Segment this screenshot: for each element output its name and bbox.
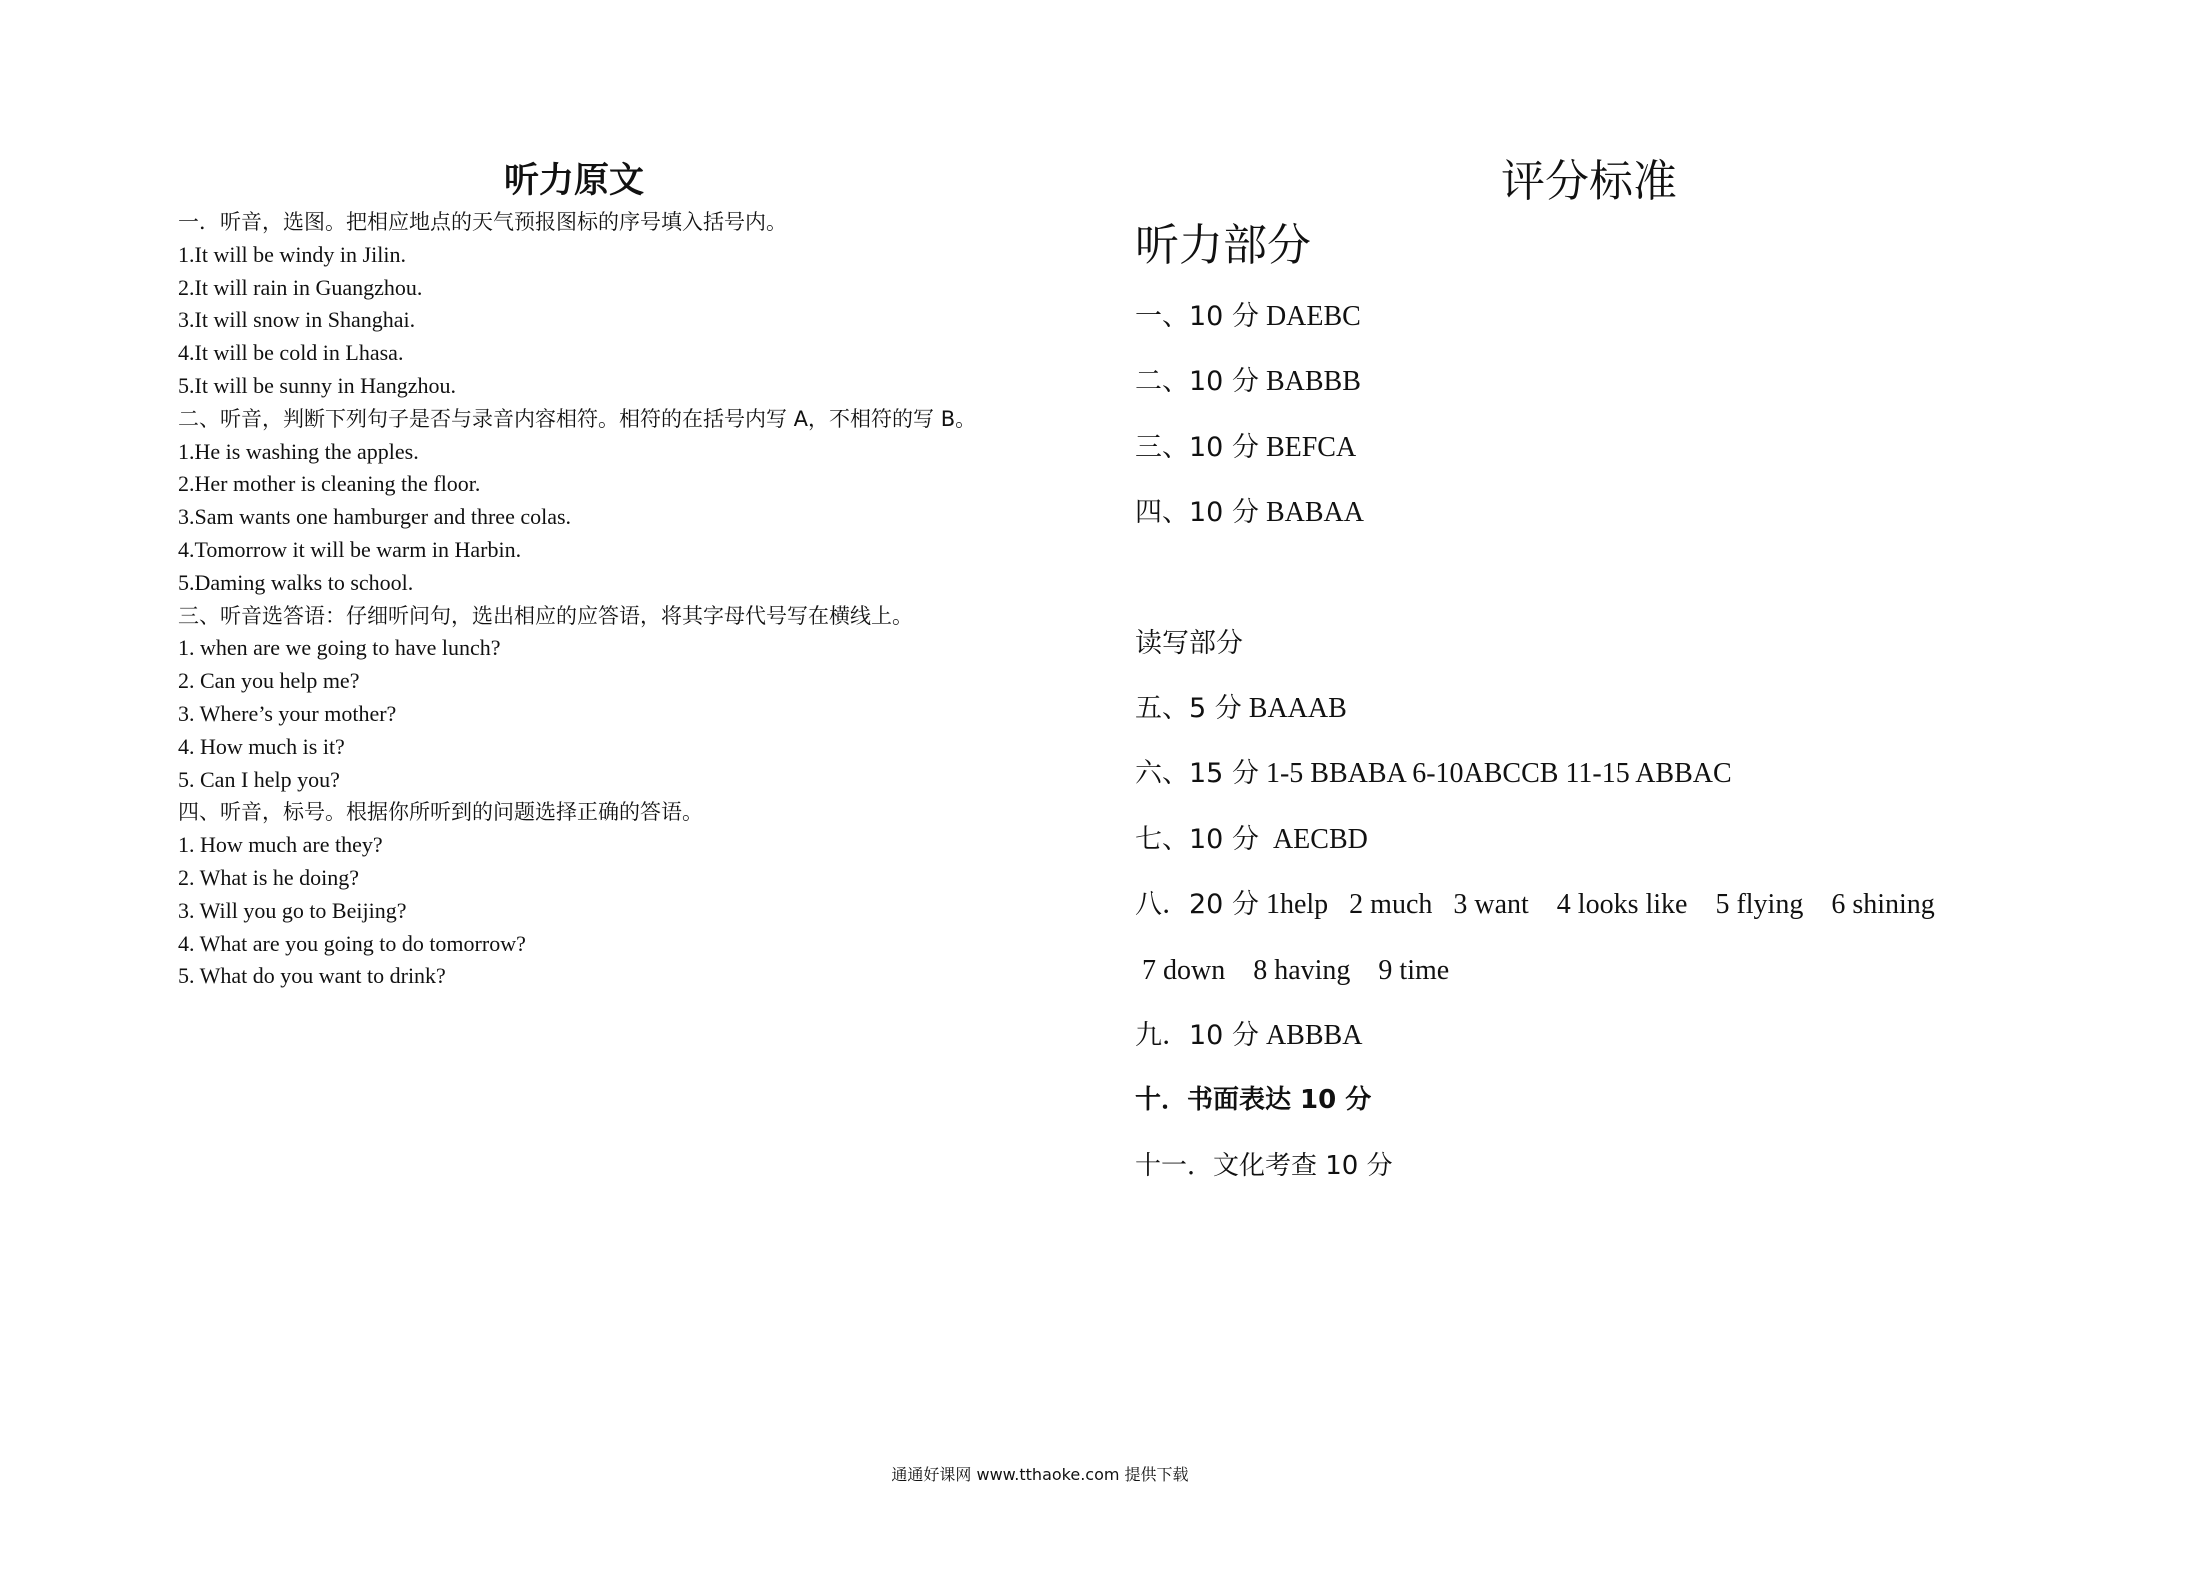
section-1-item: 1.It will be windy in Jilin. xyxy=(178,241,406,267)
listening-script-title: 听力原文 xyxy=(503,161,644,201)
answer-line xyxy=(1135,284,2155,349)
section-1-item: 5.It will be sunny in Hangzhou. xyxy=(178,372,457,398)
section-2-item: 3.Sam wants one hamburger and three colas. xyxy=(178,504,572,530)
answer-label: 七、10 分 xyxy=(1135,823,1259,855)
footer-source: 通通好课网 www.tthaoke.com 提供下载 xyxy=(891,1465,1189,1484)
answer-line xyxy=(1135,872,2155,937)
scoring-column xyxy=(1135,150,2155,1199)
section-3-heading: 三、听音选答语：仔细听问句，选出相应的应答语，将其字母代号写在横线上。 xyxy=(178,603,913,628)
answer-label: 九．10 分 xyxy=(1135,1020,1259,1052)
section-3-item: 4. How much is it? xyxy=(178,733,345,759)
answer-value: ABBBA xyxy=(1265,1020,1363,1052)
section-1-item: 4.It will be cold in Lhasa. xyxy=(178,340,404,366)
answer-line xyxy=(1135,349,2155,414)
section-4-item: 1. How much are they? xyxy=(178,832,383,858)
answer-line xyxy=(1135,676,2155,741)
answer-value: BABAA xyxy=(1265,497,1364,529)
answer-line xyxy=(1135,415,2155,480)
answer-line xyxy=(1135,480,2155,545)
answer-value: 1-5 BBABA 6-10ABCCB 11-15 ABBAC xyxy=(1265,758,1732,790)
listening-script-column xyxy=(178,156,1098,993)
spacer xyxy=(1135,546,2155,611)
answer-label: 五、5 分 xyxy=(1135,693,1242,725)
section-3-item: 2. Can you help me? xyxy=(178,668,360,694)
section-3-item: 5. Can I help you? xyxy=(178,766,340,792)
answer-label: 八．20 分 xyxy=(1135,889,1259,921)
answer-value: DAEBC xyxy=(1265,301,1361,332)
answer-value: AECBD xyxy=(1265,823,1368,855)
section-2-heading: 二、听音，判断下列句子是否与录音内容相符。相符的在括号内写 A，不相符的写 B。 xyxy=(178,406,977,431)
section-2-item: 4.Tomorrow it will be warm in Harbin. xyxy=(178,536,522,562)
answer-label: 六、15 分 xyxy=(1135,758,1259,790)
scoring-title: 评分标准 xyxy=(1501,156,1677,207)
culture-score-line: 十一．文化考查 10 分 xyxy=(1135,1150,1393,1181)
answer-value: BABBB xyxy=(1265,366,1361,398)
answer-label: 一、10 分 xyxy=(1135,301,1259,332)
section-1-item: 3.It will snow in Shanghai. xyxy=(178,307,416,333)
answer-line-continued xyxy=(1135,938,2155,1003)
answer-label: 三、10 分 xyxy=(1135,431,1259,463)
answer-line xyxy=(1135,1003,2155,1068)
answer-value: 7 down 8 having 9 time xyxy=(1135,954,1450,986)
section-3-item: 3. Where’s your mother? xyxy=(178,700,397,726)
section-4-item: 4. What are you going to do tomorrow? xyxy=(178,930,526,956)
section-4-heading: 四、听音，标号。根据你所听到的问题选择正确的答语。 xyxy=(178,800,703,825)
section-3-item: 1. when are we going to have lunch? xyxy=(178,635,501,661)
answer-value: 1help 2 much 3 want 4 looks like 5 flying 6 shining xyxy=(1265,889,1935,921)
answer-value: BAAAB xyxy=(1248,693,1347,725)
section-2-item: 5.Daming walks to school. xyxy=(178,569,414,595)
section-4-item: 5. What do you want to drink? xyxy=(178,963,446,989)
answer-label: 四、10 分 xyxy=(1135,497,1259,529)
answer-label: 二、10 分 xyxy=(1135,366,1259,398)
section-4-item: 3. Will you go to Beijing? xyxy=(178,897,407,923)
answer-line xyxy=(1135,741,2155,806)
section-4-item: 2. What is he doing? xyxy=(178,864,360,890)
section-1-heading: 一．听音，选图。把相应地点的天气预报图标的序号填入括号内。 xyxy=(178,210,787,234)
section-2-item: 1.He is washing the apples. xyxy=(178,438,419,464)
answer-value: BEFCA xyxy=(1265,431,1357,463)
answer-line xyxy=(1135,807,2155,872)
reading-writing-heading: 读写部分 xyxy=(1135,627,1243,659)
section-2-item: 2.Her mother is cleaning the floor. xyxy=(178,471,481,497)
writing-score-line: 十．书面表达 10 分 xyxy=(1135,1085,1372,1116)
listening-part-heading: 听力部分 xyxy=(1135,220,1311,271)
section-1-item: 2.It will rain in Guangzhou. xyxy=(178,274,423,300)
